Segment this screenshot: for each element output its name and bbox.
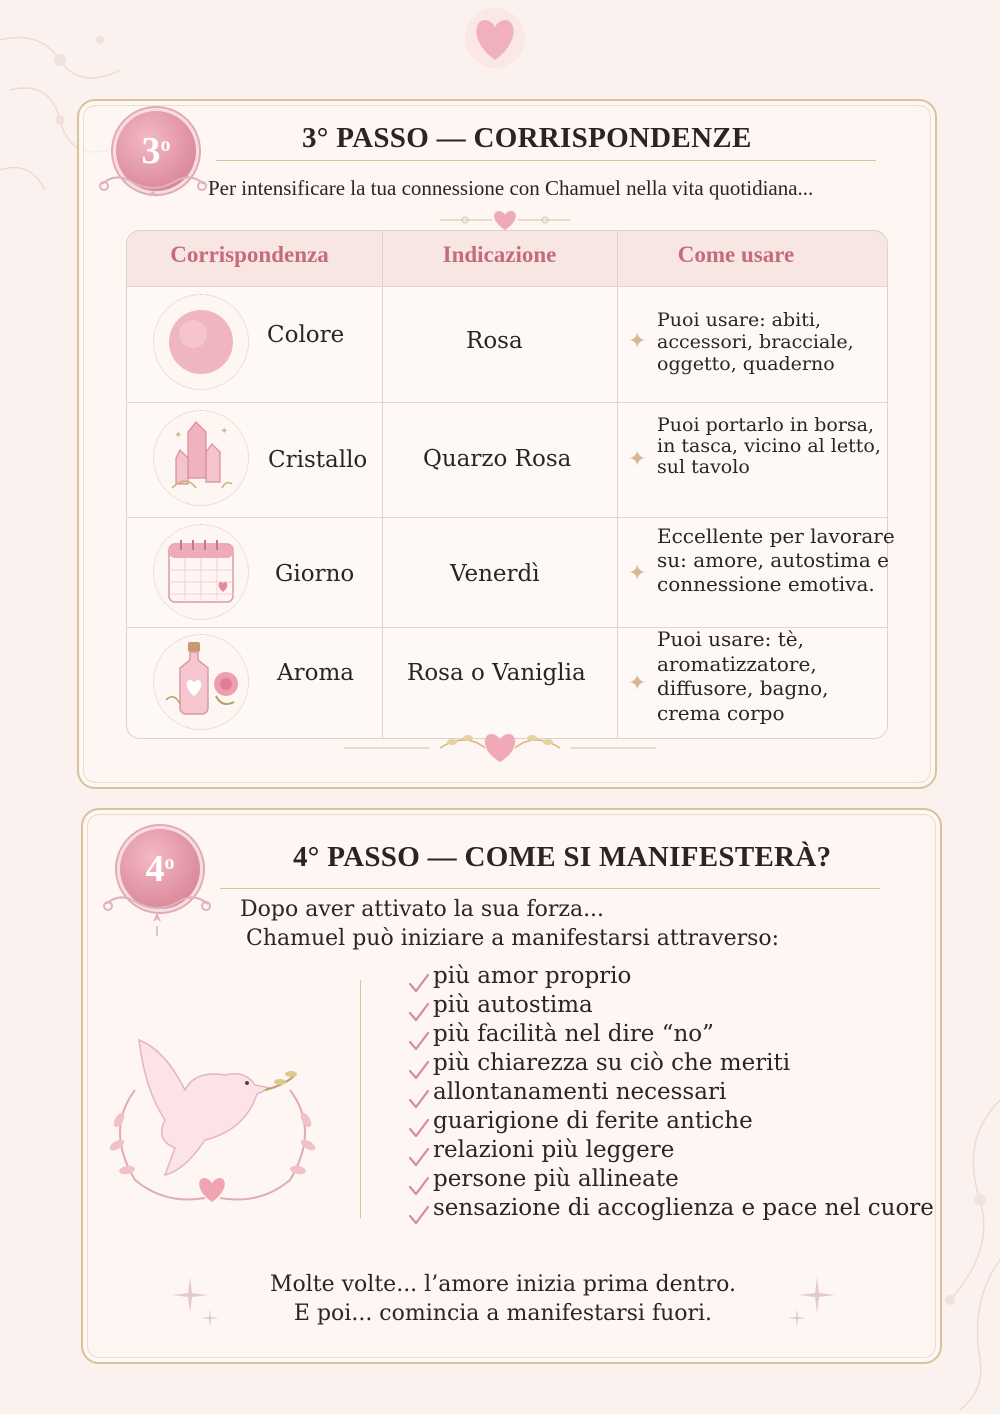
row-label: Cristallo	[268, 447, 368, 473]
svg-text:✦: ✦	[174, 430, 183, 441]
perfume-bottle-icon	[160, 638, 246, 722]
sparkle-icon: ✦	[628, 447, 647, 472]
header-corrispondenza: Corrispondenza	[170, 242, 329, 267]
row-howto: Puoi usare: abiti, accessori, bracciale, oggetto, quaderno	[657, 309, 854, 375]
step4-title: 4° PASSO — COME SI MANIFESTERÀ?	[293, 841, 832, 873]
row-value: Rosa o Vaniglia	[407, 660, 586, 686]
step3-title-rule	[216, 160, 876, 161]
checkmark-icon	[408, 1175, 430, 1197]
dove-with-laurel-icon	[95, 1030, 330, 1210]
list-item-text: più facilità nel dire “no”	[433, 1021, 714, 1047]
sparkle-icon: ✦	[628, 561, 647, 586]
badge-scroll-ornament	[100, 890, 214, 940]
step4-badge: 4 $^o$	[117, 826, 203, 912]
calendar-icon	[165, 536, 237, 606]
row-howto: Puoi portarlo in borsa, in tasca, vicino al letto, sul tavolo	[657, 414, 881, 478]
row-label: Colore	[267, 322, 345, 348]
list-item-text: più autostima	[433, 992, 593, 1018]
table-header-row	[127, 231, 887, 287]
checkmark-icon	[408, 1088, 430, 1110]
pink-circle-icon	[167, 308, 235, 376]
checkmark-icon	[408, 1204, 430, 1226]
step3-title: 3° PASSO — CORRISPONDENZE	[302, 122, 752, 154]
checkmark-icon	[408, 1001, 430, 1023]
crystal-icon	[166, 414, 236, 498]
list-item-text: più chiarezza su ciò che meriti	[433, 1050, 791, 1076]
step3-badge: 3 $^o$	[113, 108, 199, 194]
step4-intro-line1: Dopo aver attivato la sua forza...	[240, 897, 605, 922]
badge-scroll-ornament	[96, 170, 210, 200]
checkmark-icon	[408, 972, 430, 994]
step4-intro-line2: Chamuel può iniziare a manifestarsi attraverso:	[246, 926, 780, 951]
row-label: Giorno	[275, 561, 355, 587]
row-howto: Eccellente per lavorare su: amore, autostima e connessione emotiva.	[657, 524, 895, 596]
list-item-text: allontanamenti necessari	[433, 1079, 727, 1105]
list-item-text: più amor proprio	[433, 963, 632, 989]
checkmark-icon	[408, 1146, 430, 1168]
header-indicazione: Indicazione	[442, 242, 557, 267]
row-label: Aroma	[277, 660, 354, 686]
row-howto: Puoi usare: tè, aromatizzatore, diffusore, bagno, crema corpo	[657, 627, 829, 725]
checkmark-icon	[408, 1059, 430, 1081]
row-value: Quarzo Rosa	[423, 446, 572, 472]
list-item-text: sensazione di accoglienza e pace nel cuore	[433, 1195, 934, 1221]
list-item-text: relazioni più leggere	[433, 1137, 675, 1163]
top-heart-ornament	[450, 0, 540, 70]
checkmark-icon	[408, 1117, 430, 1139]
checkmark-icon	[408, 1030, 430, 1052]
closing-line2: E poi... comincia a manifestarsi fuori.	[293, 1301, 713, 1326]
closing-line1: Molte volte... l’amore inizia prima dentro.	[269, 1272, 737, 1297]
sparkle-icon: ✦	[628, 671, 647, 696]
header-come-usare: Come usare	[677, 242, 795, 267]
list-item-text: guarigione di ferite antiche	[433, 1108, 753, 1134]
row-value: Venerdì	[450, 561, 540, 587]
list-item-text: persone più allineate	[433, 1166, 679, 1192]
svg-text:✦: ✦	[220, 426, 229, 437]
step3-subtitle: Per intensificare la tua connessione con Chamuel nella vita quotidiana...	[208, 176, 814, 200]
row-value: Rosa	[466, 328, 523, 354]
step4-title-rule	[220, 888, 880, 889]
vertical-divider	[360, 980, 361, 1218]
heart-laurel-divider-icon	[340, 722, 660, 768]
sparkle-icon: ✦	[628, 329, 647, 354]
